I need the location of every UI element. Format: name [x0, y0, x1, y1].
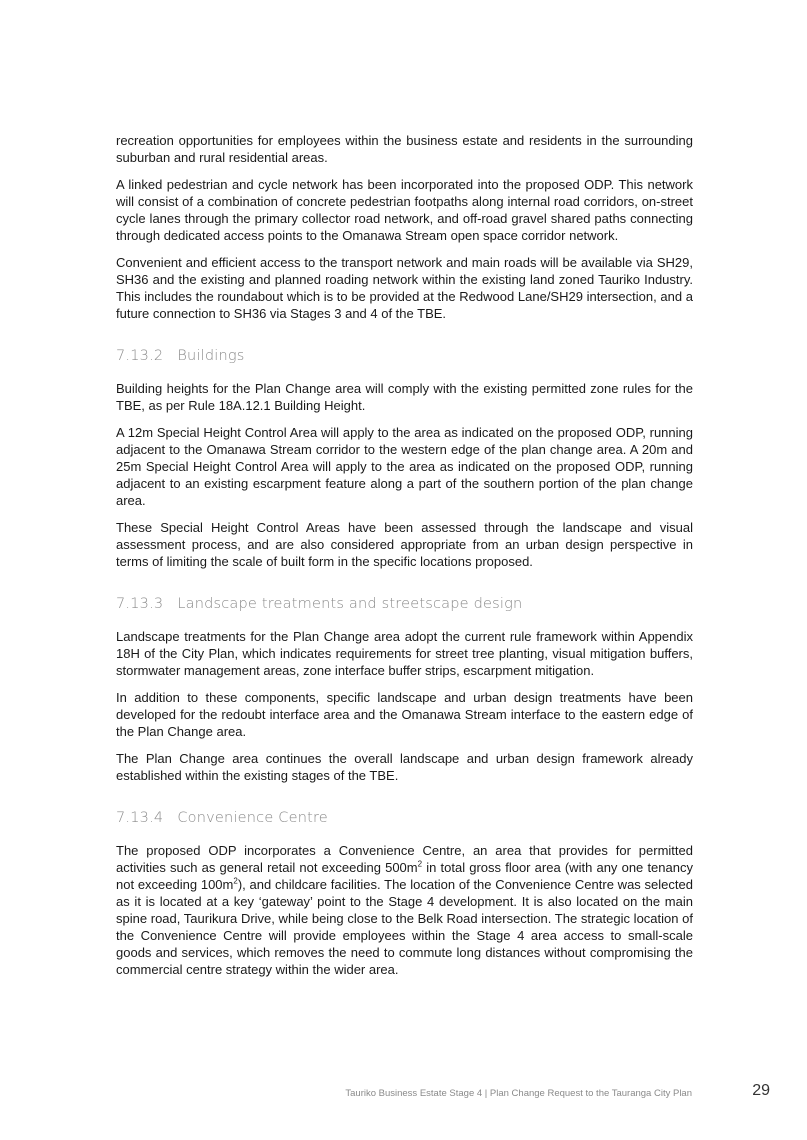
landscape-paragraph-1: Landscape treatments for the Plan Change area adopt the current rule framework within Appendix 18H of the City Plan, which indicates requirements for street tree planting, visual mitigation buffers, stormwater management areas, zone interface buffer strips, escarpment mitigation. [116, 629, 693, 678]
buildings-paragraph-2: A 12m Special Height Control Area will apply to the area as indicated on the proposed ODP, running adjacent to the Omanawa Stream corridor to the western edge of the plan change area. A 20m and 25m Special Height Control Area will apply to the area as indicated on the proposed ODP, running adjacent to an existing escarpment feature along a part of the southern portion of the plan change area. [116, 425, 693, 508]
section-heading-convenience [116, 810, 693, 826]
superscript: 2 [417, 859, 423, 869]
section-title: Landscape treatments and streetscape design [177, 596, 523, 612]
section-heading-landscape [116, 596, 693, 612]
section-title: Buildings [177, 348, 245, 364]
text-run: ), and childcare facilities. The location of the Convenience Centre was selected as it is located at a key ‘gateway’ point to the Stage 4 development. It is also located on the main spine road, Taurikura Drive, while being close to the Belk Road intersection. The strategic location of the Convenience Centre will provide employees within the Stage 4 area access to small-scale goods and services, which removes the need to commute long distances without compromising the commercial centre strategy within the wider area. [116, 877, 693, 977]
superscript: 2 [233, 876, 238, 886]
document-body [116, 132, 693, 988]
section-heading-buildings [116, 348, 693, 364]
convenience-paragraph-1 [116, 842, 693, 978]
text-run: The proposed ODP incorporates a Convenience Centre, an area that provides for permitted activities such as general retail not exceeding 500m [116, 843, 693, 875]
intro-paragraph-1: recreation opportunities for employees within the business estate and residents in the surrounding suburban and rural residential areas. [116, 133, 693, 165]
buildings-paragraph-3: These Special Height Control Areas have been assessed through the landscape and visual assessment process, and are also considered appropriate from an urban design perspective in terms of limiting the scale of built form in the specific locations proposed. [116, 520, 693, 569]
page-number: 29 [752, 1082, 770, 1099]
buildings-paragraph-1: Building heights for the Plan Change area will comply with the existing permitted zone rules for the TBE, as per Rule 18A.12.1 Building Height. [116, 381, 693, 413]
intro-paragraph-3: Convenient and efficient access to the transport network and main roads will be available via SH29, SH36 and the existing and planned roading network within the existing land zoned Tauriko Industry. This includes the roundabout which is to be provided at the Redwood Lane/SH29 intersection, and a future connection to SH36 via Stages 3 and 4 of the TBE. [116, 255, 693, 321]
intro-paragraph-2: A linked pedestrian and cycle network has been incorporated into the proposed ODP. This network will consist of a combination of concrete pedestrian footpaths along internal road corridors, on-street cycle lanes through the primary collector road network, and off-road gravel shared paths connecting through dedicated access points to the Omanawa Stream open space corridor network. [116, 177, 693, 243]
landscape-paragraph-3: The Plan Change area continues the overall landscape and urban design framework already established within the existing stages of the TBE. [116, 751, 693, 783]
section-number: 7.13.2 [116, 348, 164, 364]
text-run: in total gross floor area (with any one tenancy not exceeding 100m [116, 860, 693, 892]
landscape-paragraph-2: In addition to these components, specific landscape and urban design treatments have been developed for the redoubt interface area and the Omanawa Stream interface to the eastern edge of the Plan Change area. [116, 690, 693, 739]
section-title: Convenience Centre [177, 810, 328, 826]
section-number: 7.13.4 [116, 810, 164, 826]
section-number: 7.13.3 [116, 596, 164, 612]
footer-document-title: Tauriko Business Estate Stage 4 | Plan Change Request to the Tauranga City Plan [345, 1088, 692, 1099]
